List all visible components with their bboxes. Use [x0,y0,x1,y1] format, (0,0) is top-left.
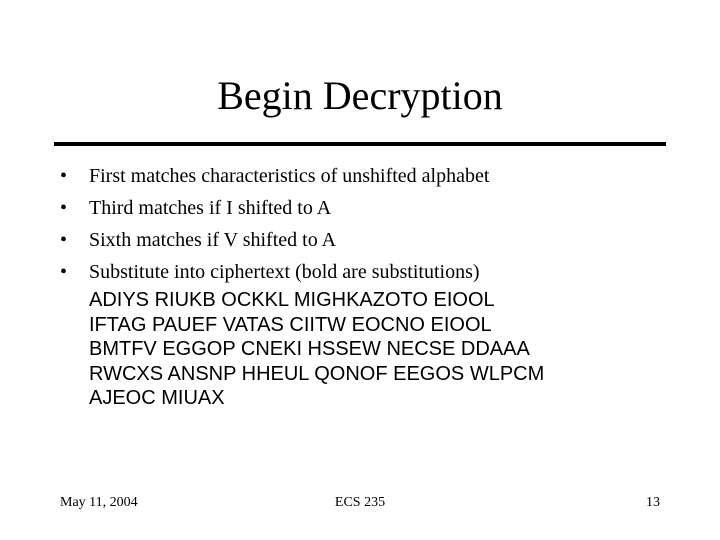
bullet-list [60,160,680,288]
ciphertext-line: AJEOC MIUAX [89,387,225,409]
footer-course: ECS 235 [334,495,386,510]
bullet-dot: • [60,261,68,283]
bullet-text: Third matches if I shifted to A [89,197,332,219]
bullet-item [60,224,680,256]
title-divider [54,142,666,146]
slide-title: Begin Decryption [217,73,503,118]
bullet-text: Sixth matches if V shifted to A [89,229,337,251]
bullet-item [60,256,680,288]
bullet-dot: • [60,229,68,251]
bullet-dot: • [60,165,68,187]
bullet-text: Substitute into ciphertext (bold are substitutions) [89,261,480,283]
ciphertext-line: ADIYS RIUKB OCKKL MIGHKAZOTO EIOOL [89,289,495,311]
bullet-item [60,160,680,192]
ciphertext-block [89,288,689,411]
ciphertext-line: RWCXS ANSNP HHEUL QONOF EEGOS WLPCM [89,362,545,385]
footer-date: May 11, 2004 [60,495,138,510]
ciphertext-line: BMTFV EGGOP CNEKI HSSEW NECSE DDAAA [89,338,530,360]
bullet-text: First matches characteristics of unshifted alphabet [89,165,490,187]
footer-page-number: 13 [646,495,660,510]
bullet-dot: • [60,197,68,219]
ciphertext-line: IFTAG PAUEF VATAS CIITW EOCNO EIOOL [89,313,492,336]
bullet-item [60,192,680,224]
